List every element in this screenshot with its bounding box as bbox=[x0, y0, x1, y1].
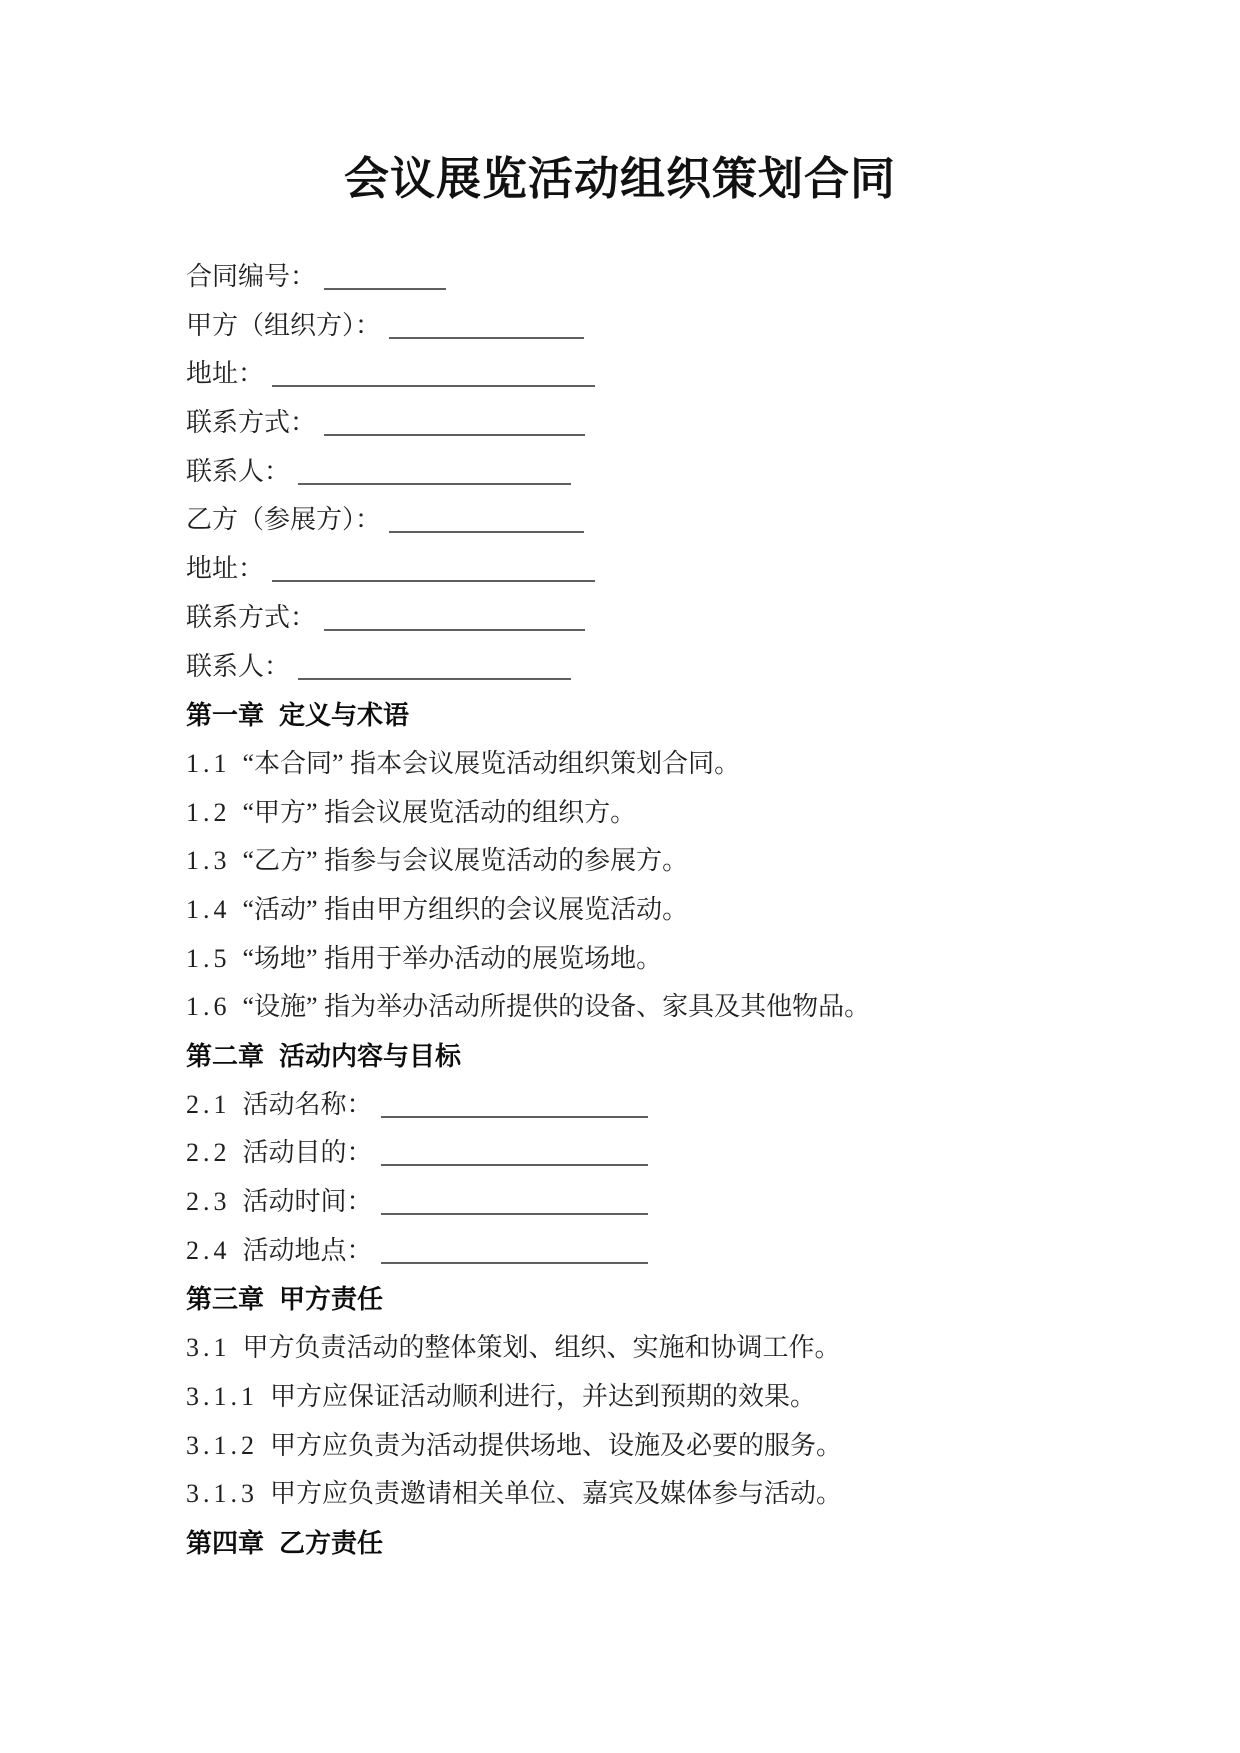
party-a-person-label: 联系人： bbox=[186, 456, 291, 486]
field-row-party-a-person bbox=[186, 448, 1186, 497]
clause-3-1-2 bbox=[186, 1422, 1186, 1471]
field-row-contract-number bbox=[186, 253, 1186, 302]
clause-1-4-number: 1.4 bbox=[186, 894, 231, 924]
party-a-address-label: 地址： bbox=[186, 359, 265, 389]
field-row-activity-name bbox=[186, 1081, 1186, 1130]
blank-line-activity-purpose[interactable] bbox=[381, 1160, 648, 1166]
activity-purpose-label: 活动目的： bbox=[242, 1138, 373, 1168]
clause-1-1-number: 1.1 bbox=[186, 748, 231, 778]
clause-1-3 bbox=[186, 837, 1186, 886]
clause-3-1-3-number: 3.1.3 bbox=[186, 1479, 258, 1509]
clause-1-4 bbox=[186, 886, 1186, 935]
blank-line-activity-place[interactable] bbox=[381, 1258, 648, 1264]
chapter-4-title: 乙方责任 bbox=[279, 1527, 384, 1558]
field-row-activity-time bbox=[186, 1178, 1186, 1227]
clause-1-1-text: “本合同” 指本会议展览活动组织策划合同。 bbox=[242, 748, 741, 778]
clause-2-4-number: 2.4 bbox=[186, 1235, 231, 1265]
clause-1-5-text: “场地” 指用于举办活动的展览场地。 bbox=[242, 943, 663, 973]
contract-number-label: 合同编号： bbox=[186, 262, 317, 291]
blank-line-party-a-person[interactable] bbox=[298, 479, 571, 485]
clause-1-2-number: 1.2 bbox=[186, 797, 231, 827]
clause-1-3-number: 1.3 bbox=[186, 846, 231, 876]
chapter-3-number: 第三章 bbox=[186, 1284, 265, 1315]
field-row-party-b bbox=[186, 496, 1186, 545]
clause-3-1 bbox=[186, 1324, 1186, 1373]
clause-1-5 bbox=[186, 935, 1186, 984]
document-title: 会议展览活动组织策划合同 bbox=[343, 154, 896, 204]
activity-name-label: 活动名称： bbox=[242, 1089, 373, 1119]
blank-line-party-a-contact[interactable] bbox=[324, 430, 585, 436]
section-heading-chapter-2 bbox=[186, 1032, 1186, 1081]
blank-line-activity-time[interactable] bbox=[381, 1209, 648, 1215]
clause-3-1-2-text: 甲方应负责为活动提供场地、设施及必要的服务。 bbox=[270, 1430, 843, 1460]
blank-line-activity-name[interactable] bbox=[381, 1112, 648, 1118]
activity-place-label: 活动地点： bbox=[242, 1235, 373, 1265]
clause-3-1-1-text: 甲方应保证活动顺利进行，并达到预期的效果。 bbox=[270, 1381, 817, 1411]
clause-3-1-1 bbox=[186, 1373, 1186, 1422]
chapter-1-number: 第一章 bbox=[186, 700, 265, 731]
blank-line-party-b-person[interactable] bbox=[298, 674, 571, 680]
clause-1-2-text: “甲方” 指会议展览活动的组织方。 bbox=[242, 797, 637, 827]
activity-time-label: 活动时间： bbox=[242, 1187, 373, 1217]
field-row-activity-place bbox=[186, 1227, 1186, 1276]
field-row-party-b-address bbox=[186, 545, 1186, 594]
blank-line-party-b-contact[interactable] bbox=[324, 625, 585, 631]
blank-line-party-b-address[interactable] bbox=[272, 576, 595, 582]
clause-2-2-number: 2.2 bbox=[186, 1138, 231, 1168]
clause-1-6-number: 1.6 bbox=[186, 992, 231, 1022]
chapter-2-title: 活动内容与目标 bbox=[279, 1041, 462, 1071]
clause-1-6 bbox=[186, 983, 1186, 1032]
section-heading-chapter-3 bbox=[186, 1275, 1186, 1324]
field-row-party-a-address bbox=[186, 350, 1186, 399]
field-row-party-a bbox=[186, 302, 1186, 351]
clause-3-1-1-number: 3.1.1 bbox=[186, 1381, 258, 1411]
clause-3-1-3-text: 甲方应负责邀请相关单位、嘉宾及媒体参与活动。 bbox=[270, 1479, 843, 1509]
clause-3-1-2-number: 3.1.2 bbox=[186, 1430, 258, 1460]
clause-2-3-number: 2.3 bbox=[186, 1187, 231, 1217]
clause-3-1-text: 甲方负责活动的整体策划、组织、实施和协调工作。 bbox=[242, 1333, 841, 1363]
party-b-person-label: 联系人： bbox=[186, 651, 291, 681]
clause-3-1-3 bbox=[186, 1470, 1186, 1519]
party-b-label: 乙方（参展方）： bbox=[186, 505, 382, 535]
party-a-contact-label: 联系方式： bbox=[186, 408, 317, 438]
chapter-4-number: 第四章 bbox=[186, 1527, 265, 1558]
party-a-label: 甲方（组织方）： bbox=[186, 310, 382, 340]
chapter-1-title: 定义与术语 bbox=[279, 700, 410, 731]
section-heading-chapter-4 bbox=[186, 1519, 1186, 1568]
clause-1-1 bbox=[186, 740, 1186, 789]
field-row-party-b-person bbox=[186, 643, 1186, 692]
field-row-party-a-contact bbox=[186, 399, 1186, 448]
clause-1-5-number: 1.5 bbox=[186, 943, 231, 973]
blank-line-contract-number[interactable] bbox=[324, 284, 446, 290]
clause-1-6-text: “设施” 指为举办活动所提供的设备、家具及其他物品。 bbox=[242, 992, 871, 1022]
blank-line-party-a-address[interactable] bbox=[272, 381, 595, 387]
chapter-2-number: 第二章 bbox=[186, 1041, 265, 1071]
party-b-contact-label: 联系方式： bbox=[186, 602, 317, 632]
clause-2-1-number: 2.1 bbox=[186, 1089, 231, 1119]
document-body bbox=[186, 253, 1186, 1568]
field-row-activity-purpose bbox=[186, 1129, 1186, 1178]
clause-1-3-text: “乙方” 指参与会议展览活动的参展方。 bbox=[242, 846, 689, 876]
clause-3-1-number: 3.1 bbox=[186, 1333, 231, 1363]
chapter-3-title: 甲方责任 bbox=[279, 1284, 384, 1315]
blank-line-party-b[interactable] bbox=[389, 527, 584, 533]
clause-1-2 bbox=[186, 789, 1186, 838]
field-row-party-b-contact bbox=[186, 594, 1186, 643]
section-heading-chapter-1 bbox=[186, 691, 1186, 740]
party-b-address-label: 地址： bbox=[186, 554, 265, 584]
clause-1-4-text: “活动” 指由甲方组织的会议展览活动。 bbox=[242, 894, 689, 924]
blank-line-party-a[interactable] bbox=[389, 333, 584, 339]
